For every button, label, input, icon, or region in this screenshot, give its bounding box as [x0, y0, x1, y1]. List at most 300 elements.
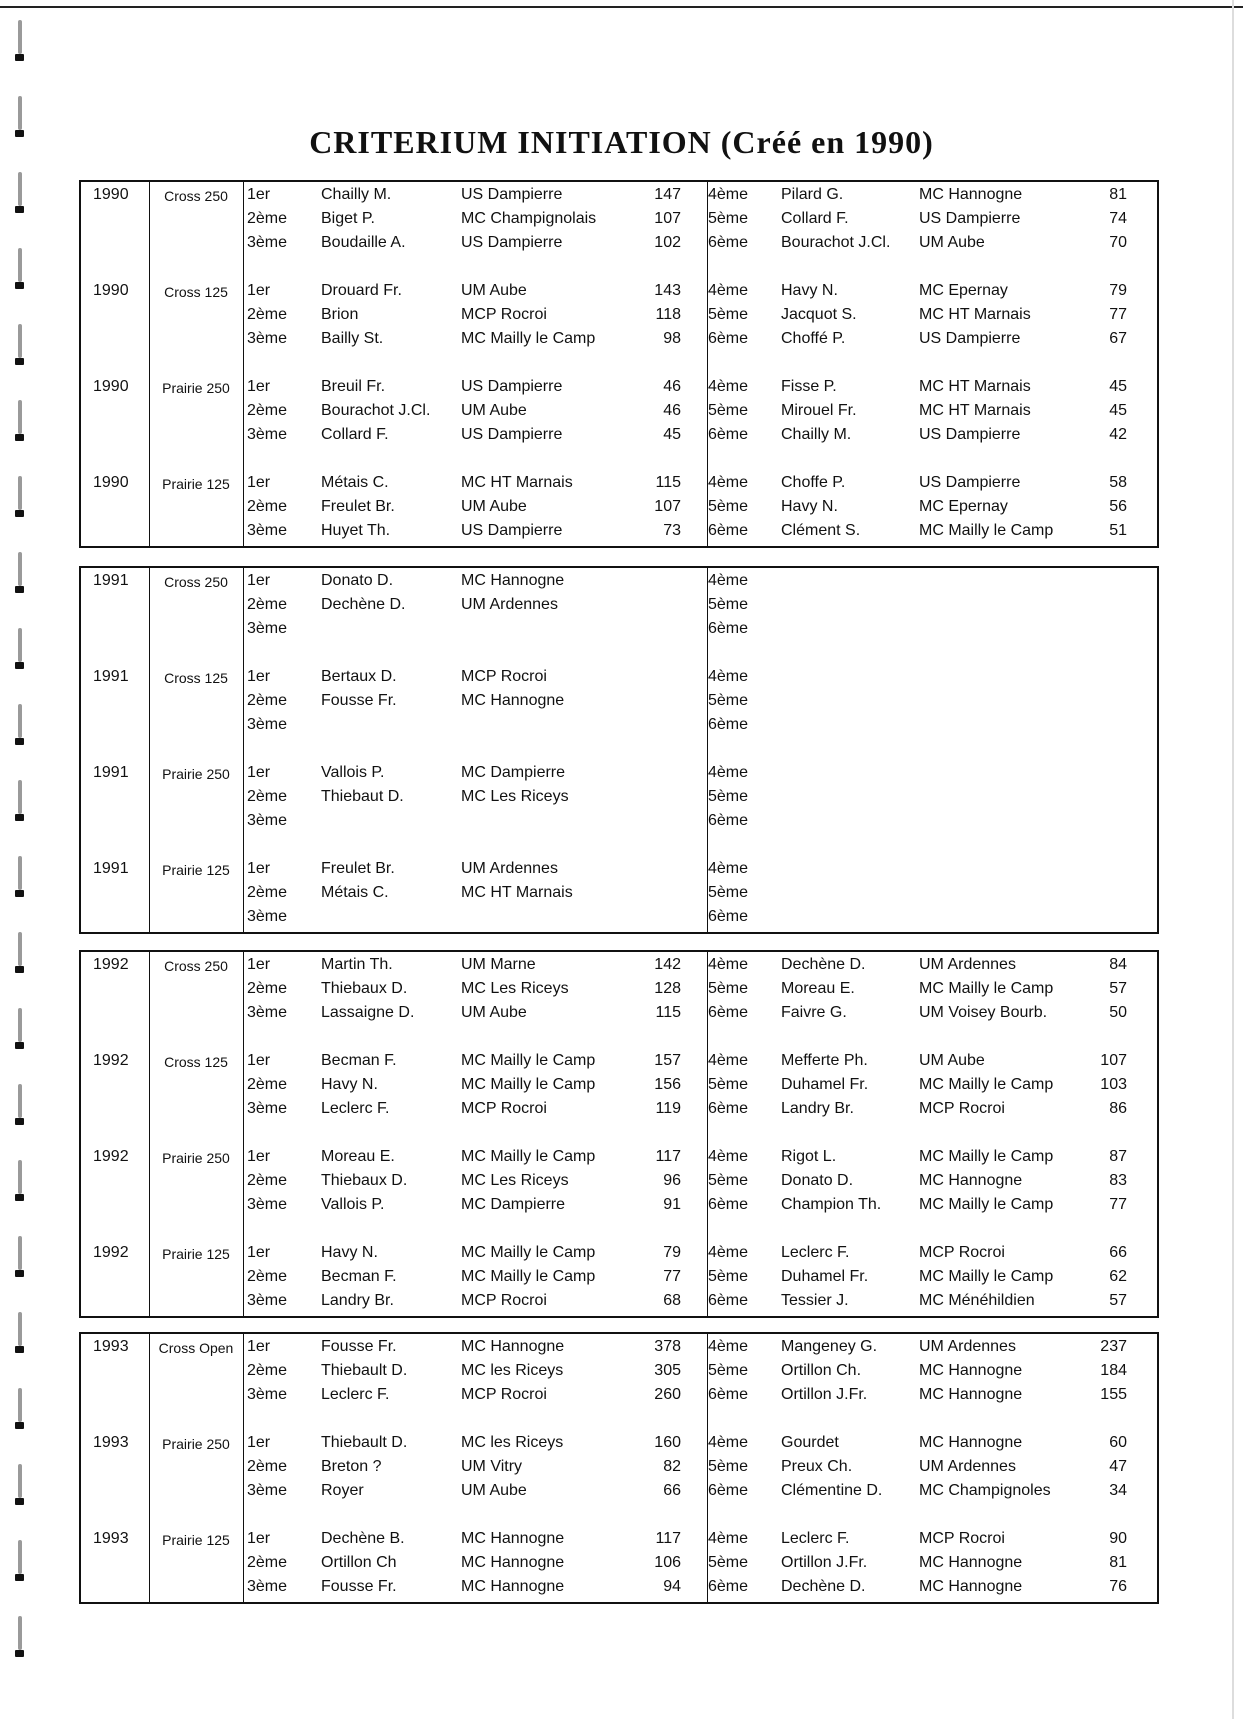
rider-name-cell: Breton ?	[321, 1458, 382, 1475]
place-cell: 6ème	[708, 330, 749, 347]
points-cell: 79	[1109, 282, 1127, 299]
points-cell: 62	[1109, 1268, 1127, 1285]
points-cell: 57	[1109, 980, 1127, 997]
club-name-cell: US Dampierre	[919, 426, 1021, 443]
place-cell: 3ème	[247, 1004, 288, 1021]
binding-hole	[18, 1084, 22, 1118]
table-row	[81, 1194, 1157, 1218]
club-name-cell: MC Mailly le Camp	[461, 1268, 596, 1285]
rider-name-cell: Fousse Fr.	[321, 1338, 397, 1355]
year-cell: 1990	[93, 474, 129, 491]
rider-name-cell: Breuil Fr.	[321, 378, 386, 395]
points-cell: 184	[1100, 1362, 1127, 1379]
club-name-cell: MCP Rocroi	[461, 306, 547, 323]
place-cell: 5ème	[708, 1172, 749, 1189]
club-name-cell: MC Mailly le Camp	[461, 1052, 596, 1069]
club-name-cell: UM Aube	[461, 402, 527, 419]
rider-name-cell: Mefferte Ph.	[781, 1052, 868, 1069]
table-row	[81, 1002, 1157, 1026]
club-name-cell: MC Hannogne	[919, 186, 1023, 203]
rider-name-cell: Tessier J.	[781, 1292, 849, 1309]
points-cell: 58	[1109, 474, 1127, 491]
place-cell: 5ème	[708, 884, 749, 901]
table-row	[81, 906, 1157, 930]
points-cell: 45	[1109, 378, 1127, 395]
category-cell: Prairie 125	[162, 1532, 230, 1548]
place-cell: 1er	[247, 956, 271, 973]
rider-name-cell: Lassaigne D.	[321, 1004, 415, 1021]
club-name-cell: MC Champignolais	[461, 210, 597, 227]
club-name-cell: UM Marne	[461, 956, 536, 973]
category-cell: Cross 250	[164, 958, 228, 974]
rider-name-cell: Thiebaux D.	[321, 1172, 408, 1189]
place-cell: 6ème	[708, 812, 749, 829]
place-cell: 1er	[247, 1530, 271, 1547]
table-row	[81, 786, 1157, 810]
rider-name-cell: Gourdet	[781, 1434, 839, 1451]
points-cell: 73	[663, 522, 681, 539]
place-cell: 3ème	[247, 1482, 288, 1499]
place-cell: 2ème	[247, 1458, 288, 1475]
club-name-cell: MCP Rocroi	[919, 1530, 1005, 1547]
club-name-cell: MCP Rocroi	[461, 1292, 547, 1309]
place-cell: 6ème	[708, 1100, 749, 1117]
results-block	[79, 950, 1159, 1318]
rider-name-cell: Collard F.	[781, 210, 849, 227]
category-cell: Prairie 125	[162, 1246, 230, 1262]
binding-hole	[18, 172, 22, 206]
table-row	[81, 496, 1157, 520]
rider-name-cell: Fisse P.	[781, 378, 837, 395]
points-cell: 77	[663, 1268, 681, 1285]
table-row	[81, 424, 1157, 448]
place-cell: 3ème	[247, 1292, 288, 1309]
club-name-cell: UM Aube	[919, 234, 985, 251]
place-cell: 2ème	[247, 402, 288, 419]
place-cell: 5ème	[708, 402, 749, 419]
binding-hole	[18, 780, 22, 814]
rider-name-cell: Havy N.	[781, 498, 838, 515]
rider-name-cell: Landry Br.	[781, 1100, 854, 1117]
table-row	[81, 280, 1157, 304]
rider-name-cell: Dechène D.	[781, 1578, 866, 1595]
rider-name-cell: Fousse Fr.	[321, 1578, 397, 1595]
club-name-cell: US Dampierre	[461, 378, 563, 395]
club-name-cell: UM Aube	[461, 1004, 527, 1021]
rider-name-cell: Ortillon J.Fr.	[781, 1554, 868, 1571]
rider-name-cell: Champion Th.	[781, 1196, 882, 1213]
rider-name-cell: Chailly M.	[781, 426, 852, 443]
place-cell: 3ème	[247, 1196, 288, 1213]
place-cell: 2ème	[247, 596, 288, 613]
rider-name-cell: Métais C.	[321, 474, 389, 491]
points-cell: 57	[1109, 1292, 1127, 1309]
table-row	[81, 1146, 1157, 1170]
category-cell: Prairie 250	[162, 380, 230, 396]
table-row	[81, 208, 1157, 232]
place-cell: 2ème	[247, 1172, 288, 1189]
table-row	[81, 1432, 1157, 1456]
category-cell: Prairie 125	[162, 862, 230, 878]
rider-name-cell: Leclerc F.	[781, 1244, 850, 1261]
place-cell: 5ème	[708, 1268, 749, 1285]
club-name-cell: MC Mailly le Camp	[461, 1076, 596, 1093]
rider-name-cell: Brion	[321, 306, 359, 323]
points-cell: 305	[654, 1362, 681, 1379]
rider-name-cell: Moreau E.	[781, 980, 855, 997]
points-cell: 45	[1109, 402, 1127, 419]
points-cell: 46	[663, 402, 681, 419]
club-name-cell: MC les Riceys	[461, 1434, 564, 1451]
club-name-cell: MC Hannogne	[919, 1386, 1023, 1403]
place-cell: 5ème	[708, 980, 749, 997]
rider-name-cell: Havy N.	[321, 1244, 378, 1261]
club-name-cell: MC Mailly le Camp	[919, 1196, 1054, 1213]
rider-name-cell: Thiebault D.	[321, 1362, 408, 1379]
points-cell: 77	[1109, 306, 1127, 323]
table-row	[81, 1480, 1157, 1504]
club-name-cell: US Dampierre	[919, 474, 1021, 491]
year-cell: 1991	[93, 860, 129, 877]
points-cell: 103	[1100, 1076, 1127, 1093]
place-cell: 2ème	[247, 884, 288, 901]
binding-hole	[18, 1540, 22, 1574]
table-row	[81, 520, 1157, 544]
year-cell: 1990	[93, 282, 129, 299]
rider-name-cell: Drouard Fr.	[321, 282, 402, 299]
place-cell: 3ème	[247, 426, 288, 443]
category-cell: Cross 250	[164, 188, 228, 204]
year-cell: 1991	[93, 764, 129, 781]
rider-name-cell: Bourachot J.Cl.	[321, 402, 431, 419]
binding-hole	[18, 856, 22, 890]
points-cell: 66	[663, 1482, 681, 1499]
rider-name-cell: Huyet Th.	[321, 522, 391, 539]
rider-name-cell: Mirouel Fr.	[781, 402, 857, 419]
club-name-cell: US Dampierre	[461, 186, 563, 203]
rider-name-cell: Landry Br.	[321, 1292, 394, 1309]
club-name-cell: MC les Riceys	[461, 1362, 564, 1379]
rider-name-cell: Dechène B.	[321, 1530, 405, 1547]
rider-name-cell: Thiebault D.	[321, 1434, 408, 1451]
table-row	[81, 1050, 1157, 1074]
place-cell: 6ème	[708, 908, 749, 925]
binding-hole	[18, 1312, 22, 1346]
points-cell: 56	[1109, 498, 1127, 515]
table-row	[81, 1576, 1157, 1600]
rider-name-cell: Royer	[321, 1482, 364, 1499]
club-name-cell: MC Champignoles	[919, 1482, 1051, 1499]
club-name-cell: MC Hannogne	[461, 692, 565, 709]
place-cell: 3ème	[247, 620, 288, 637]
rider-name-cell: Dechène D.	[321, 596, 406, 613]
club-name-cell: MC Hannogne	[919, 1172, 1023, 1189]
table-row	[81, 762, 1157, 786]
rider-name-cell: Choffe P.	[781, 474, 846, 491]
points-cell: 107	[1100, 1052, 1127, 1069]
club-name-cell: US Dampierre	[461, 522, 563, 539]
place-cell: 3ème	[247, 1578, 288, 1595]
table-row	[81, 618, 1157, 642]
rider-name-cell: Bailly St.	[321, 330, 384, 347]
rider-name-cell: Freulet Br.	[321, 498, 395, 515]
category-cell: Cross 125	[164, 284, 228, 300]
place-cell: 4ème	[708, 860, 749, 877]
table-row	[81, 810, 1157, 834]
rider-name-cell: Becman F.	[321, 1268, 397, 1285]
table-row	[81, 1552, 1157, 1576]
place-cell: 1er	[247, 378, 271, 395]
rider-name-cell: Clément S.	[781, 522, 861, 539]
club-name-cell: MCP Rocroi	[461, 1100, 547, 1117]
table-row	[81, 858, 1157, 882]
place-cell: 3ème	[247, 234, 288, 251]
category-cell: Prairie 125	[162, 476, 230, 492]
points-cell: 81	[1109, 186, 1127, 203]
place-cell: 3ème	[247, 522, 288, 539]
table-row	[81, 1456, 1157, 1480]
points-cell: 60	[1109, 1434, 1127, 1451]
place-cell: 3ème	[247, 1100, 288, 1117]
points-cell: 66	[1109, 1244, 1127, 1261]
rider-name-cell: Dechène D.	[781, 956, 866, 973]
year-cell: 1992	[93, 1052, 129, 1069]
binding-hole	[18, 324, 22, 358]
results-block	[79, 566, 1159, 934]
points-cell: 128	[654, 980, 681, 997]
club-name-cell: UM Ardennes	[919, 1338, 1016, 1355]
place-cell: 1er	[247, 1338, 271, 1355]
club-name-cell: US Dampierre	[919, 330, 1021, 347]
table-row	[81, 1266, 1157, 1290]
place-cell: 6ème	[708, 1004, 749, 1021]
rider-name-cell: Clémentine D.	[781, 1482, 883, 1499]
table-row	[81, 1098, 1157, 1122]
club-name-cell: UM Ardennes	[461, 860, 558, 877]
place-cell: 4ème	[708, 378, 749, 395]
year-cell: 1992	[93, 956, 129, 973]
binding-hole	[18, 1388, 22, 1422]
points-cell: 45	[663, 426, 681, 443]
place-cell: 6ème	[708, 1386, 749, 1403]
binding-hole	[18, 932, 22, 966]
points-cell: 42	[1109, 426, 1127, 443]
points-cell: 68	[663, 1292, 681, 1309]
table-row	[81, 954, 1157, 978]
rider-name-cell: Donato D.	[781, 1172, 854, 1189]
points-cell: 86	[1109, 1100, 1127, 1117]
place-cell: 6ème	[708, 1292, 749, 1309]
points-cell: 119	[655, 1100, 681, 1117]
club-name-cell: MC Mailly le Camp	[919, 522, 1054, 539]
club-name-cell: UM Vitry	[461, 1458, 523, 1475]
place-cell: 6ème	[708, 1482, 749, 1499]
place-cell: 3ème	[247, 812, 288, 829]
club-name-cell: MC Ménéhildien	[919, 1292, 1035, 1309]
place-cell: 1er	[247, 1148, 271, 1165]
club-name-cell: UM Ardennes	[919, 1458, 1016, 1475]
rider-name-cell: Freulet Br.	[321, 860, 395, 877]
place-cell: 2ème	[247, 306, 288, 323]
points-cell: 87	[1109, 1148, 1127, 1165]
club-name-cell: US Dampierre	[461, 426, 563, 443]
points-cell: 74	[1109, 210, 1127, 227]
rider-name-cell: Ortillon Ch	[321, 1554, 397, 1571]
club-name-cell: MC Les Riceys	[461, 980, 569, 997]
table-row	[81, 472, 1157, 496]
points-cell: 156	[654, 1076, 681, 1093]
place-cell: 2ème	[247, 1554, 288, 1571]
points-cell: 79	[663, 1244, 681, 1261]
place-cell: 1er	[247, 186, 271, 203]
table-row	[81, 184, 1157, 208]
year-cell: 1993	[93, 1530, 129, 1547]
place-cell: 4ème	[708, 1244, 749, 1261]
place-cell: 4ème	[708, 668, 749, 685]
points-cell: 147	[654, 186, 681, 203]
place-cell: 2ème	[247, 788, 288, 805]
place-cell: 1er	[247, 1052, 271, 1069]
table-row	[81, 376, 1157, 400]
rider-name-cell: Moreau E.	[321, 1148, 395, 1165]
rider-name-cell: Thiebaut D.	[321, 788, 404, 805]
place-cell: 5ème	[708, 692, 749, 709]
place-cell: 2ème	[247, 1076, 288, 1093]
rider-name-cell: Vallois P.	[321, 1196, 385, 1213]
place-cell: 4ème	[708, 1434, 749, 1451]
place-cell: 1er	[247, 282, 271, 299]
rider-name-cell: Ortillon J.Fr.	[781, 1386, 868, 1403]
place-cell: 6ème	[708, 1196, 749, 1213]
category-cell: Cross Open	[158, 1340, 234, 1356]
place-cell: 3ème	[247, 1386, 288, 1403]
table-row	[81, 400, 1157, 424]
binding-hole	[18, 20, 22, 54]
binding-hole	[18, 1160, 22, 1194]
club-name-cell: MC Mailly le Camp	[919, 1148, 1054, 1165]
place-cell: 6ème	[708, 426, 749, 443]
results-block	[79, 1332, 1159, 1604]
points-cell: 83	[1109, 1172, 1127, 1189]
points-cell: 117	[655, 1530, 681, 1547]
club-name-cell: MC Hannogne	[919, 1362, 1023, 1379]
binding-holes	[12, 0, 32, 1719]
club-name-cell: UM Aube	[919, 1052, 985, 1069]
club-name-cell: MC HT Marnais	[461, 884, 573, 901]
club-name-cell: MC Hannogne	[919, 1578, 1023, 1595]
page-title: CRITERIUM INITIATION (Créé en 1990)	[309, 124, 934, 160]
points-cell: 118	[655, 306, 681, 323]
points-cell: 378	[654, 1338, 681, 1355]
table-row	[81, 666, 1157, 690]
points-cell: 260	[654, 1386, 681, 1403]
club-name-cell: MC Les Riceys	[461, 1172, 569, 1189]
place-cell: 2ème	[247, 692, 288, 709]
rider-name-cell: Rigot L.	[781, 1148, 837, 1165]
points-cell: 107	[654, 210, 681, 227]
points-cell: 102	[654, 234, 681, 251]
place-cell: 5ème	[708, 1076, 749, 1093]
rider-name-cell: Leclerc F.	[321, 1100, 390, 1117]
table-row	[81, 1360, 1157, 1384]
binding-hole	[18, 552, 22, 586]
table-row	[81, 304, 1157, 328]
rider-name-cell: Havy N.	[781, 282, 838, 299]
place-cell: 3ème	[247, 330, 288, 347]
place-cell: 4ème	[708, 282, 749, 299]
club-name-cell: UM Ardennes	[919, 956, 1016, 973]
rider-name-cell: Pilard G.	[781, 186, 844, 203]
table-row	[81, 1336, 1157, 1360]
points-cell: 84	[1109, 956, 1127, 973]
place-cell: 2ème	[247, 1362, 288, 1379]
rider-name-cell: Faivre G.	[781, 1004, 847, 1021]
points-cell: 91	[663, 1196, 681, 1213]
place-cell: 6ème	[708, 716, 749, 733]
category-cell: Cross 125	[164, 670, 228, 686]
year-cell: 1993	[93, 1338, 129, 1355]
binding-hole	[18, 476, 22, 510]
binding-hole	[18, 704, 22, 738]
category-cell: Prairie 250	[162, 1436, 230, 1452]
rider-name-cell: Biget P.	[321, 210, 375, 227]
club-name-cell: MCP Rocroi	[919, 1244, 1005, 1261]
points-cell: 82	[663, 1458, 681, 1475]
club-name-cell: MC Mailly le Camp	[919, 980, 1054, 997]
year-cell: 1990	[93, 378, 129, 395]
points-cell: 90	[1109, 1530, 1127, 1547]
rider-name-cell: Bertaux D.	[321, 668, 397, 685]
place-cell: 4ème	[708, 1530, 749, 1547]
place-cell: 5ème	[708, 788, 749, 805]
points-cell: 107	[654, 498, 681, 515]
table-row	[81, 1242, 1157, 1266]
club-name-cell: MC Hannogne	[919, 1434, 1023, 1451]
club-name-cell: MCP Rocroi	[461, 668, 547, 685]
club-name-cell: MC Mailly le Camp	[461, 330, 596, 347]
points-cell: 160	[654, 1434, 681, 1451]
place-cell: 5ème	[708, 1362, 749, 1379]
results-block	[79, 180, 1159, 548]
points-cell: 96	[663, 1172, 681, 1189]
year-cell: 1991	[93, 572, 129, 589]
points-cell: 155	[1100, 1386, 1127, 1403]
place-cell: 2ème	[247, 210, 288, 227]
club-name-cell: MC Mailly le Camp	[919, 1076, 1054, 1093]
rider-name-cell: Thiebaux D.	[321, 980, 408, 997]
club-name-cell: MC Hannogne	[461, 1338, 565, 1355]
points-cell: 237	[1100, 1338, 1127, 1355]
place-cell: 6ème	[708, 620, 749, 637]
place-cell: 5ème	[708, 596, 749, 613]
club-name-cell: MCP Rocroi	[461, 1386, 547, 1403]
club-name-cell: UM Voisey Bourb.	[919, 1004, 1048, 1021]
club-name-cell: UM Ardennes	[461, 596, 558, 613]
club-name-cell: MC HT Marnais	[919, 402, 1031, 419]
rider-name-cell: Bourachot J.Cl.	[781, 234, 891, 251]
category-cell: Prairie 250	[162, 766, 230, 782]
club-name-cell: MC Hannogne	[461, 1578, 565, 1595]
club-name-cell: MC HT Marnais	[919, 306, 1031, 323]
club-name-cell: MC Epernay	[919, 282, 1008, 299]
binding-hole	[18, 1236, 22, 1270]
binding-hole	[18, 1464, 22, 1498]
table-row	[81, 690, 1157, 714]
table-row	[81, 232, 1157, 256]
table-row	[81, 328, 1157, 352]
place-cell: 5ème	[708, 1554, 749, 1571]
rider-name-cell: Havy N.	[321, 1076, 378, 1093]
